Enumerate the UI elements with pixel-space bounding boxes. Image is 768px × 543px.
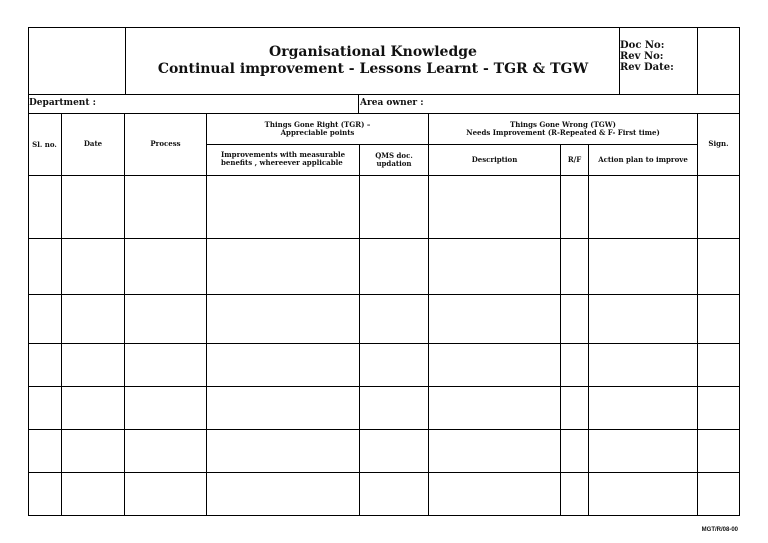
col-description: Description (471, 155, 518, 164)
col-sign: Sign. (708, 139, 729, 148)
rev-no-label: Rev No: (620, 51, 664, 62)
form-title (126, 27, 620, 95)
rev-date-label: Rev Date: (620, 62, 674, 73)
col-action-plan: Action plan to improve (598, 155, 688, 164)
col-date: Date (83, 139, 103, 148)
doc-no-label: Doc No: (620, 40, 665, 51)
col-improvements (221, 151, 357, 167)
tgr-group-header (207, 113, 428, 144)
col-line-6 (560, 144, 561, 516)
column-header-bottom (28, 175, 740, 176)
improvements-line-1: Improvements with measurable (221, 150, 346, 159)
row-line-4 (28, 386, 740, 387)
area-owner-label: Area owner : (360, 98, 424, 108)
department-label: Department : (29, 98, 96, 108)
col-line-3 (206, 113, 207, 516)
title-line-2: Continual improvement - Lessons Learnt - TGR & TGW (157, 61, 589, 77)
col-sl-no: Sl. no. (32, 140, 57, 149)
row-line-6 (28, 472, 740, 473)
doc-info (620, 40, 698, 73)
form-code: MGT/R/08-00 (701, 527, 738, 533)
col-qms (360, 145, 428, 175)
improvements-line-2: benefits , whereever applicable (221, 158, 343, 167)
qms-line-2: updation (376, 159, 412, 168)
tgw-group-header (429, 113, 697, 144)
tgr-line-1: Things Gone Right (TGR) – (264, 119, 371, 129)
info-divider (358, 94, 359, 114)
row-line-3 (28, 343, 740, 344)
row-line-1 (28, 238, 740, 239)
col-process: Process (150, 139, 181, 148)
tgw-line-2: Needs Improvement (R-Repeated & F- First time) (466, 127, 660, 137)
tgr-line-2: Appreciable points (280, 127, 355, 137)
row-line-5 (28, 429, 740, 430)
title-line-1: Organisational Knowledge (269, 44, 477, 60)
qms-line-1: QMS doc. (375, 151, 413, 160)
col-line-7 (588, 144, 589, 516)
tgw-line-1: Things Gone Wrong (TGW) (510, 119, 616, 129)
col-rf: R/F (567, 155, 582, 164)
row-line-2 (28, 294, 740, 295)
col-line-4 (359, 144, 360, 516)
